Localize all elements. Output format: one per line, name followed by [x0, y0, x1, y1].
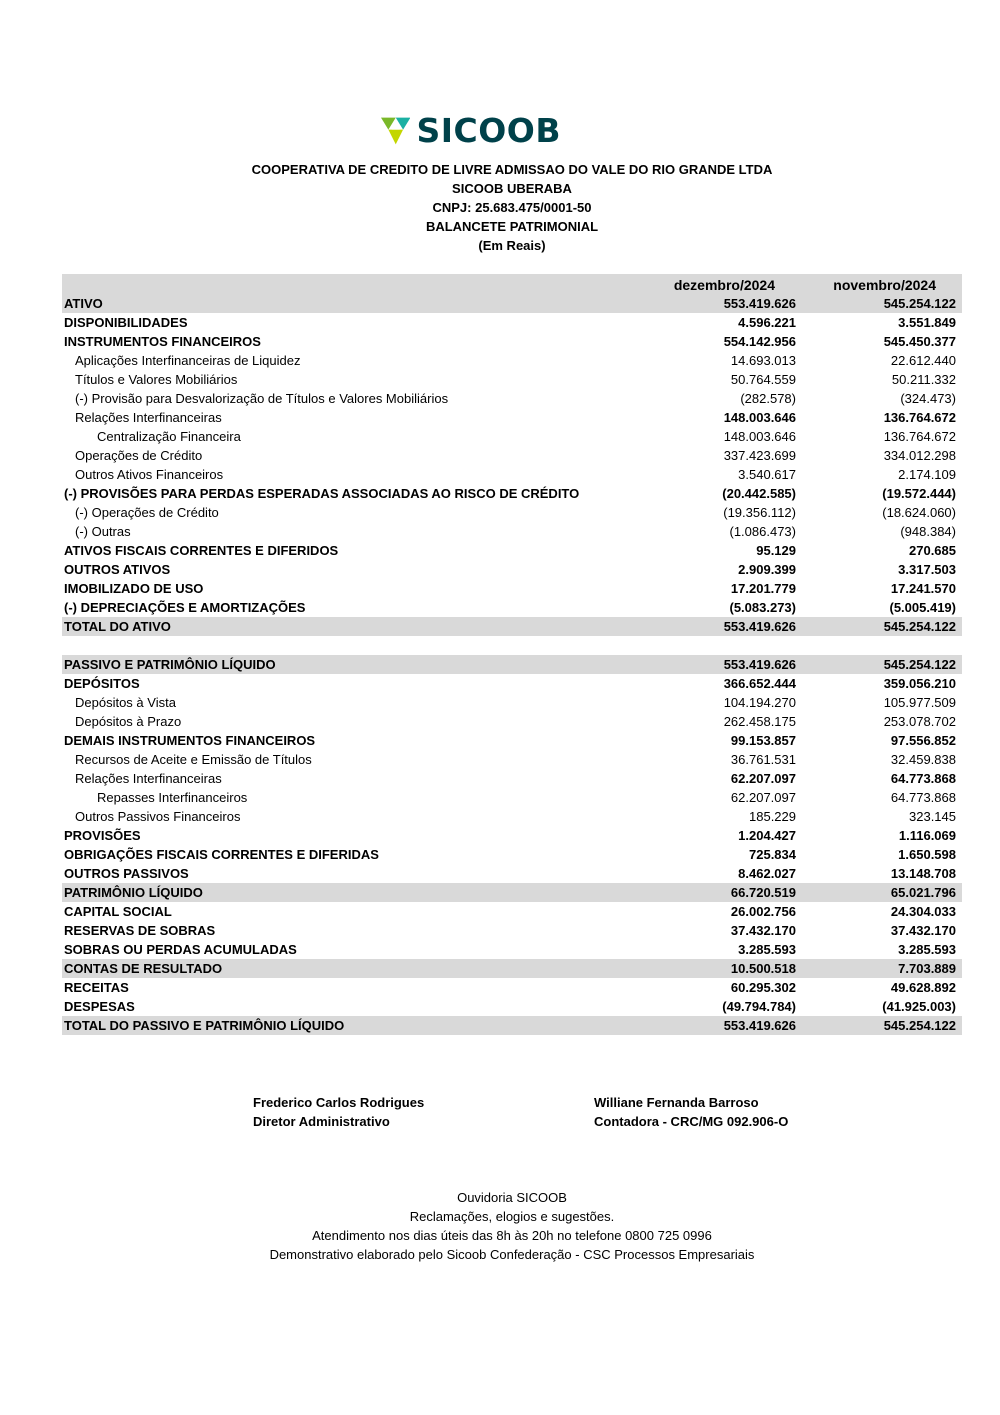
column-header-row [62, 274, 962, 294]
contas-resultado-row: CONTAS DE RESULTADO 10.500.518 7.703.889 [62, 959, 962, 978]
table-row: ATIVOS FISCAIS CORRENTES E DIFERIDOS 95.129 270.685 [64, 543, 956, 558]
table-row: Centralização Financeira 148.003.646 136.764.672 [97, 429, 956, 444]
table-row: INSTRUMENTOS FINANCEIROS 554.142.956 545.450.377 [64, 334, 956, 349]
logo-text: SICOOB [416, 111, 561, 150]
footer-line: Demonstrativo elaborado pelo Sicoob Confederação - CSC Processos Empresariais [269, 1247, 755, 1262]
company-name: COOPERATIVA DE CREDITO DE LIVRE ADMISSAO DO VALE DO RIO GRANDE LTDA [251, 162, 773, 177]
table-row: (-) Outras (1.086.473) (948.384) [75, 524, 956, 539]
table-row: OUTROS PASSIVOS 8.462.027 13.148.708 [64, 866, 956, 881]
column-header-dezembro: dezembro/2024 [673, 277, 775, 293]
passivo-header-row: PASSIVO E PATRIMÔNIO LÍQUIDO 553.419.626 545.254.122 [62, 655, 962, 674]
cnpj: CNPJ: 25.683.475/0001-50 [432, 200, 592, 215]
signature-accountant [594, 1093, 788, 1131]
signature-director [253, 1093, 424, 1131]
table-row: DISPONIBILIDADES 4.596.221 3.551.849 [64, 315, 956, 330]
table-row: (-) Operações de Crédito (19.356.112) (18.624.060) [75, 505, 956, 520]
table-row: ATIVO 553.419.626 545.254.122 [62, 294, 962, 313]
table-row: Aplicações Interfinanceiras de Liquidez 14.693.013 22.612.440 [75, 353, 956, 368]
footer-line: Atendimento nos dias úteis das 8h às 20h no telefone 0800 725 0996 [312, 1228, 712, 1243]
table-row: OBRIGAÇÕES FISCAIS CORRENTES E DIFERIDAS 725.834 1.650.598 [64, 847, 956, 862]
table-row: DESPESAS (49.794.784) (41.925.003) [64, 999, 956, 1014]
ombudsman-footer [0, 1188, 1000, 1264]
table-row: (-) Provisão para Desvalorização de Títulos e Valores Mobiliários (282.578) (324.473) [75, 391, 956, 406]
table-row: RESERVAS DE SOBRAS 37.432.170 37.432.170 [64, 923, 956, 938]
table-row: OUTROS ATIVOS 2.909.399 3.317.503 [64, 562, 956, 577]
total-ativo-row: TOTAL DO ATIVO 553.419.626 545.254.122 [62, 617, 962, 636]
table-row: Depósitos à Vista 104.194.270 105.977.509 [75, 695, 956, 710]
table-row: Títulos e Valores Mobiliários 50.764.559 50.211.332 [75, 372, 956, 387]
table-row: Depósitos à Prazo 262.458.175 253.078.702 [75, 714, 956, 729]
column-header-novembro: novembro/2024 [833, 277, 936, 293]
table-row: DEPÓSITOS 366.652.444 359.056.210 [64, 676, 956, 691]
document-title: BALANCETE PATRIMONIAL [425, 219, 599, 234]
branch-name: SICOOB UBERABA [452, 181, 572, 196]
signatory-role: Contadora - CRC/MG 092.906-O [594, 1114, 789, 1129]
document-header [0, 160, 1000, 255]
footer-line: Reclamações, elogios e sugestões. [409, 1209, 615, 1224]
table-row: Relações Interfinanceiras 148.003.646 136.764.672 [75, 410, 956, 425]
table-row: SOBRAS OU PERDAS ACUMULADAS 3.285.593 3.285.593 [64, 942, 956, 957]
table-row: Repasses Interfinanceiros 62.207.097 64.773.868 [97, 790, 956, 805]
balance-sheet-table [62, 274, 962, 1035]
table-row: Recursos de Aceite e Emissão de Títulos 36.761.531 32.459.838 [75, 752, 956, 767]
table-row: Outros Passivos Financeiros 185.229 323.145 [75, 809, 956, 824]
signatory-name: Frederico Carlos Rodrigues [253, 1095, 425, 1110]
sicoob-logo-icon [381, 111, 410, 151]
table-row: Relações Interfinanceiras 62.207.097 64.773.868 [75, 771, 956, 786]
table-row: Operações de Crédito 337.423.699 334.012.298 [75, 448, 956, 463]
table-row: (-) DEPRECIAÇÕES E AMORTIZAÇÕES (5.083.273) (5.005.419) [64, 600, 956, 615]
patrimonio-liquido-row: PATRIMÔNIO LÍQUIDO 66.720.519 65.021.796 [62, 883, 962, 902]
sicoob-logo [381, 110, 561, 152]
signatory-role: Diretor Administrativo [253, 1114, 390, 1129]
table-row: PROVISÕES 1.204.427 1.116.069 [64, 828, 956, 843]
table-row: Outros Ativos Financeiros 3.540.617 2.174.109 [75, 467, 956, 482]
signatory-name: Williane Fernanda Barroso [594, 1095, 759, 1110]
table-row: CAPITAL SOCIAL 26.002.756 24.304.033 [64, 904, 956, 919]
table-row: IMOBILIZADO DE USO 17.201.779 17.241.570 [64, 581, 956, 596]
total-passivo-row: TOTAL DO PASSIVO E PATRIMÔNIO LÍQUIDO 553.419.626 545.254.122 [62, 1016, 962, 1035]
section-spacer [62, 636, 962, 655]
table-row: RECEITAS 60.295.302 49.628.892 [64, 980, 956, 995]
currency-unit: (Em Reais) [478, 238, 546, 253]
table-row: DEMAIS INSTRUMENTOS FINANCEIROS 99.153.857 97.556.852 [64, 733, 956, 748]
footer-line: Ouvidoria SICOOB [457, 1190, 567, 1205]
table-row: (-) PROVISÕES PARA PERDAS ESPERADAS ASSOCIADAS AO RISCO DE CRÉDITO (20.442.585) (19.572.444) [64, 486, 956, 501]
